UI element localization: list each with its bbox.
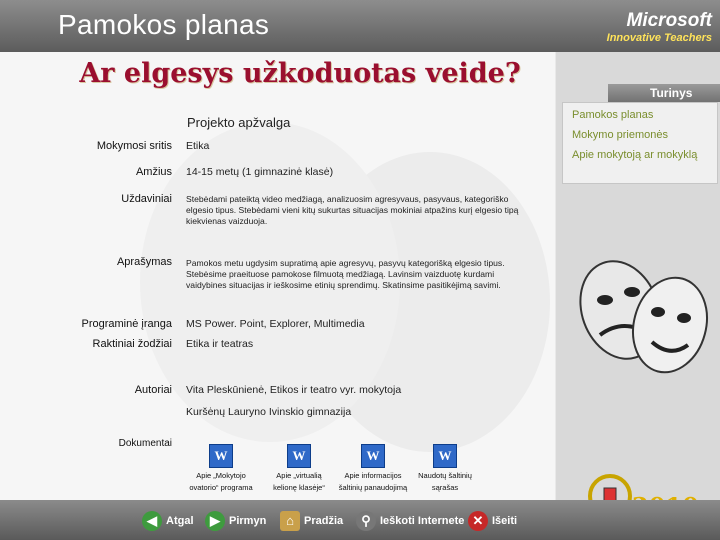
app-title: Pamokos planas <box>58 9 270 40</box>
section-title: Projekto apžvalga <box>187 115 291 130</box>
home-button[interactable] <box>280 510 343 532</box>
close-icon: ✕ <box>468 511 488 531</box>
document-title-line1: Apie informacijos <box>344 471 402 480</box>
document-title-line1: Apie „Mokytojo <box>196 471 246 480</box>
value-description: Pamokos metu ugdysim supratimą apie agresyvų, pasyvų kategorišką elgesio tipus. Stebėsime praeituose pamokose filmuotą medžiagą. Lavinsim vaizduotę kurdami vaidybines situacijas ir ieškosime etinių sprendimų. Skatinsime pasitikėjimą savimi. <box>186 258 505 290</box>
label-keywords: Raktiniai žodžiai <box>92 338 172 350</box>
back-label: Atgal <box>166 515 194 527</box>
document-title-line2: šaltinių panaudojimą <box>338 483 408 492</box>
document-link-1[interactable] <box>181 444 261 492</box>
home-label: Pradžia <box>304 515 344 527</box>
menu-item-about-teacher[interactable]: Apie mokytoją ar mokyklą <box>572 149 698 161</box>
value-software: MS Power. Point, Explorer, Multimedia <box>186 318 365 330</box>
search-internet-button[interactable] <box>356 510 464 532</box>
brand-name: Microsoft <box>626 10 712 31</box>
search-icon: ⚲ <box>356 511 376 531</box>
exit-button[interactable] <box>468 510 517 532</box>
page-heading: Ar elgesys užkoduotas veide? <box>79 58 521 89</box>
document-link-4[interactable] <box>405 444 485 492</box>
value-authors: Vita Pleskūnienė, Etikos ir teatro vyr. mokytoja <box>186 384 402 396</box>
value-tasks: Stebėdami pateiktą video medžiagą, analizuosim agresyvaus, pasyvaus, kategoriško elgesio tipus. Stebėdami vieni kitų sukurtas situacijas mokiniai atpažins kurį elgesio tipą kiekvienas vaizduoja. <box>186 194 519 226</box>
menu-item-teaching-tools[interactable]: Mokymo priemonės <box>572 129 668 141</box>
value-school: Kuršėnų Lauryno Ivinskio gimnazija <box>186 406 352 418</box>
word-document-icon: W <box>209 444 233 468</box>
theatre-masks-image <box>560 250 720 400</box>
word-document-icon: W <box>433 444 457 468</box>
document-link-3[interactable] <box>333 444 413 492</box>
menu-item-lesson-plan[interactable]: Pamokos planas <box>572 109 654 121</box>
document-link-2[interactable] <box>259 444 339 492</box>
value-keywords: Etika ir teatras <box>186 338 254 350</box>
value-subject: Etika <box>186 140 210 152</box>
exit-label: Išeiti <box>492 515 518 527</box>
contents-menu <box>562 102 718 184</box>
document-title-line2: sąrašas <box>431 483 459 492</box>
value-age: 14-15 metų (1 gimnazinė klasė) <box>186 166 334 178</box>
label-documents: Dokumentai <box>118 438 172 449</box>
label-tasks: Uždaviniai <box>121 193 172 205</box>
document-title-line1: Apie „virtualią <box>276 471 322 480</box>
document-title-line2: ovatorio“ programa <box>189 483 253 492</box>
label-description: Aprašymas <box>116 256 172 268</box>
search-label: Ieškoti Internete <box>380 515 465 527</box>
home-icon: ⌂ <box>280 511 300 531</box>
word-document-icon: W <box>287 444 311 468</box>
label-authors: Autoriai <box>134 384 172 396</box>
label-software: Programinė įranga <box>81 318 172 330</box>
contents-tab[interactable]: Turinys <box>608 84 720 102</box>
microsoft-logo <box>562 10 712 44</box>
arrow-left-icon: ◀ <box>142 511 162 531</box>
label-age: Amžius <box>135 166 172 178</box>
forward-button[interactable] <box>205 510 266 532</box>
document-title-line1: Naudotų šaltinių <box>418 471 472 480</box>
arrow-right-icon: ▶ <box>205 511 225 531</box>
brand-subtitle: Innovative Teachers <box>606 32 712 44</box>
word-document-icon: W <box>361 444 385 468</box>
document-title-line2: kelionę klasėje“ <box>273 483 325 492</box>
label-subject: Mokymosi sritis <box>96 140 172 152</box>
back-button[interactable] <box>142 510 194 532</box>
forward-label: Pirmyn <box>229 515 267 527</box>
